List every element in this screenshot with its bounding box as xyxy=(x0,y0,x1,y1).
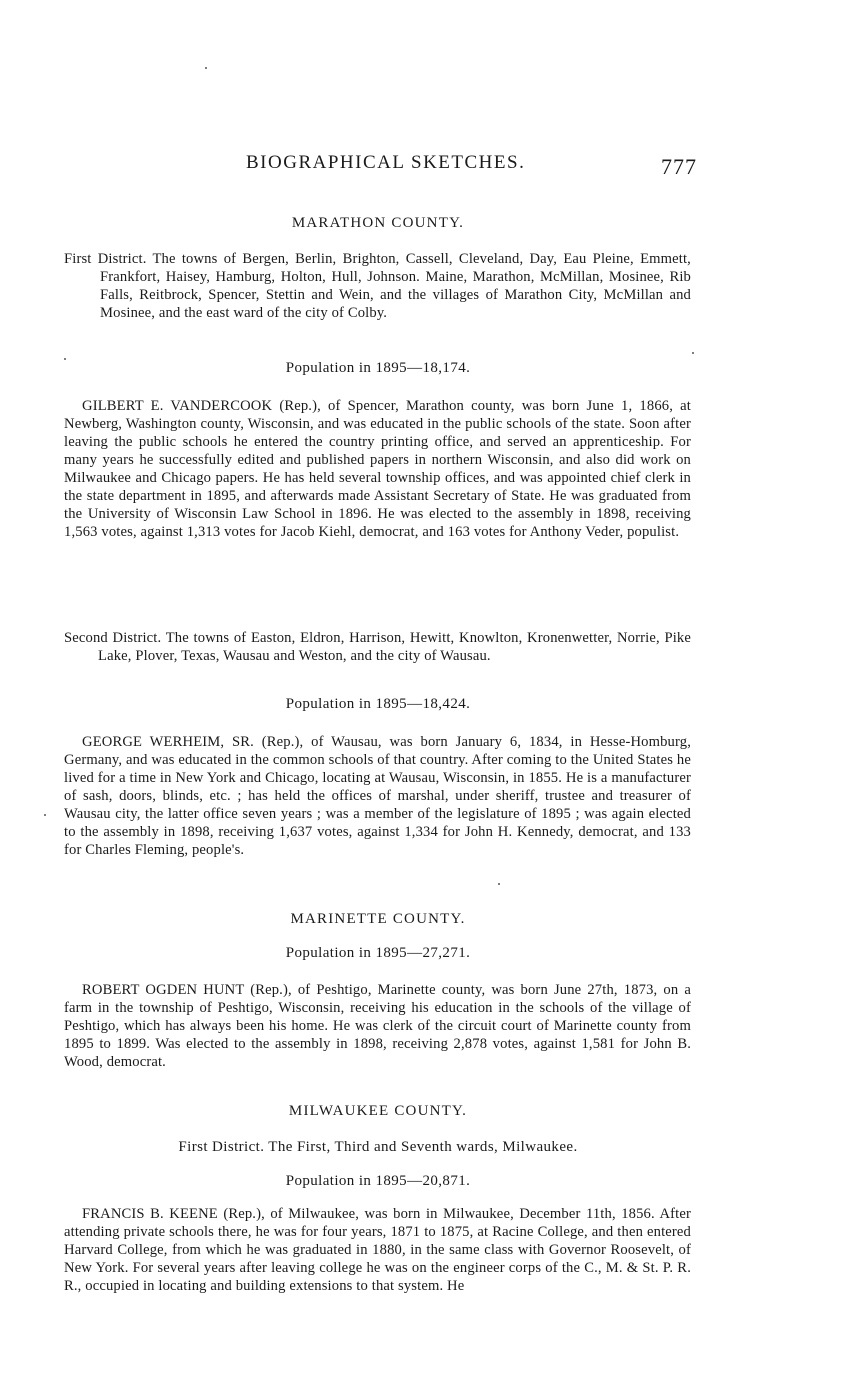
population-milwaukee-first: Population in 1895—20,871. xyxy=(285,1173,471,1189)
scan-speck xyxy=(692,352,694,354)
biography-keene: FRANCIS B. KEENE (Rep.), of Milwaukee, was born in Milwaukee, December 11th, 1856. After attending private schools there, he was for four years, 1871 to 1875, at Racine College, and then entered Harvard College, from which he was graduated in 1880, in the same class with Governor Roosevelt, of New York. For several years after leaving college he was on the engineer corps of the C., M. & St. P. R. R., occupied in locating and building extensions to that system. He xyxy=(64,1206,691,1294)
county-heading-milwaukee: MILWAUKEE COUNTY. xyxy=(288,1103,468,1119)
biography-hunt: ROBERT OGDEN HUNT (Rep.), of Peshtigo, Marinette county, was born June 27th, 1873, on a farm in the township of Peshtigo, Wisconsin, receiving his education in the schools of the village of Peshtigo, which has always been his home. He was clerk of the circuit court of Marinette county from 1895 to 1899. Was elected to the assembly in 1898, receiving 2,878 votes, against 1,581 for John B. Wood, democrat. xyxy=(64,982,691,1070)
running-head: BIOGRAPHICAL SKETCHES. xyxy=(246,152,526,173)
scan-speck xyxy=(64,358,66,360)
population-marathon-second: Population in 1895—18,424. xyxy=(285,696,471,712)
scan-speck xyxy=(205,67,207,69)
scan-speck xyxy=(498,883,500,885)
population-marinette: Population in 1895—27,271. xyxy=(285,945,471,961)
district-description-marathon-second: Second District. The towns of Easton, Eldron, Harrison, Hewitt, Knowlton, Kronenwetter, Norrie, Pike Lake, Plover, Texas, Wausau and Weston, and the city of Wausau. xyxy=(64,630,691,664)
district-description-marathon-first: First District. The towns of Bergen, Berlin, Brighton, Cassell, Cleveland, Day, Eau Pleine, Emmett, Frankfort, Haisey, Hamburg, Holton, Hull, Johnson. Maine, Marathon, McMillan, Mosinee, Rib Falls, Reitbrock, Spencer, Stettin and Wein, and the villages of Marathon City, McMillan and Mosinee, and the east ward of the city of Colby. xyxy=(64,251,691,321)
scan-speck xyxy=(44,814,46,816)
population-marathon-first: Population in 1895—18,174. xyxy=(285,360,471,376)
biography-vandercook: GILBERT E. VANDERCOOK (Rep.), of Spencer, Marathon county, was born June 1, 1866, at Newberg, Washington county, Wisconsin, and was educated in the public schools of the state. Soon after leaving the public schools he entered the country printing office, and served an apprenticeship. For many years he successfully edited and published papers in northern Wisconsin, and also did work on Milwaukee and Chicago papers. He has held several township offices, and was appointed chief clerk in the state department in 1895, and afterwards made Assistant Secretary of State. He was graduated from the University of Wisconsin Law School in 1896. He was elected to the assembly in 1898, receiving 1,563 votes, against 1,313 votes for Jacob Kiehl, democrat, and 163 votes for Anthony Veder, populist. xyxy=(64,398,691,540)
county-heading-marathon: MARATHON COUNTY. xyxy=(291,215,465,231)
county-heading-marinette: MARINETTE COUNTY. xyxy=(290,911,466,927)
district-description-milwaukee-first: First District. The First, Third and Seventh wards, Milwaukee. xyxy=(178,1139,578,1155)
page-number: 777 xyxy=(661,154,697,179)
biography-werheim: GEORGE WERHEIM, SR. (Rep.), of Wausau, was born January 6, 1834, in Hesse-Homburg, Germany, and was educated in the common schools of that country. After coming to the United States he lived for a time in New York and Chicago, locating at Wausau, Wisconsin, in 1855. He is a manufacturer of sash, doors, blinds, etc. ; has held the offices of marshal, under sheriff, trustee and treasurer of Wausau city, the latter office seven years ; was a member of the legislature of 1895 ; was again elected to the assembly in 1898, receiving 1,637 votes, against 1,334 for John H. Kennedy, democrat, and 133 for Charles Fleming, people's. xyxy=(64,734,691,858)
